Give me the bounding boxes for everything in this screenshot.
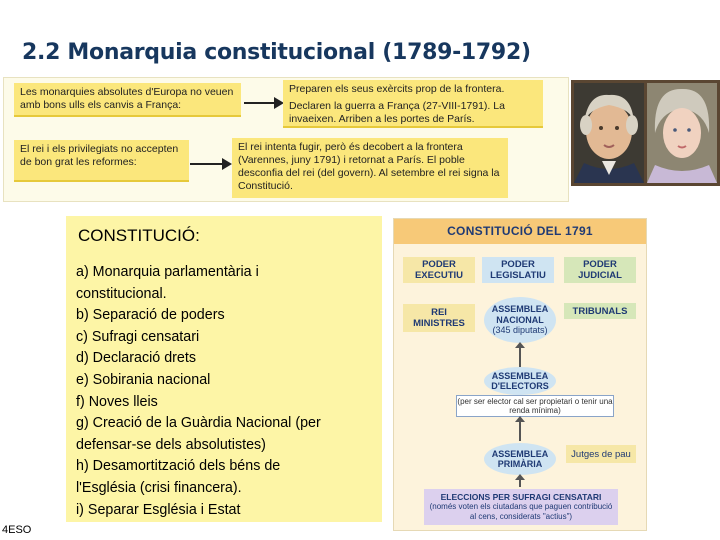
judicial-power-label: PODER xyxy=(583,259,617,270)
electors-note-text: (per ser elector cal ser propietari o tenir una renda mínima) xyxy=(457,396,613,415)
flow-diagram xyxy=(3,77,569,202)
list-item: a) Monarquia parlamentària i xyxy=(76,264,259,280)
constitution-1791-diagram xyxy=(393,218,647,531)
list-item: i) Separar Església i Estat xyxy=(76,501,241,518)
marie-antoinette-portrait xyxy=(647,83,717,183)
king-ministers-label: REI xyxy=(431,307,447,318)
absolute-monarchies-box xyxy=(14,83,241,117)
electors-note-box xyxy=(456,395,614,417)
list-item: c) Sufragi censatari xyxy=(76,328,200,345)
absolute-monarchies-text: Les monarquies absolutes d'Europa no veuen amb bons ulls els canvis a França: xyxy=(20,86,234,111)
course-label: 4ESO xyxy=(2,524,32,536)
primary-assembly-oval xyxy=(484,443,556,475)
varennes-box xyxy=(232,138,508,198)
judicial-power-label: JUDICIAL xyxy=(578,270,622,281)
legislative-power-label: PODER xyxy=(501,259,535,270)
louis-xvi-portrait xyxy=(574,83,644,183)
list-item: f) Noves lleis xyxy=(76,393,158,410)
arrow-icon xyxy=(244,102,282,104)
executive-power-label: EXECUTIU xyxy=(414,270,464,281)
national-assembly-seats: (345 diputats) xyxy=(492,325,548,336)
arrow-icon xyxy=(190,163,230,165)
war-box xyxy=(283,80,543,128)
king-ministers-box xyxy=(403,304,475,332)
executive-power-label: PODER xyxy=(422,259,456,270)
constitution-heading: CONSTITUCIÓ: xyxy=(78,226,200,245)
page-title: 2.2 Monarquia constitucional (1789-1792) xyxy=(22,40,531,65)
portraits-image xyxy=(571,80,720,186)
list-item: defensar-se dels absolutistes) xyxy=(76,436,266,453)
list-item: e) Sobirania nacional xyxy=(76,371,211,388)
census-suffrage-note: al cens, considerats "actius") xyxy=(469,512,573,521)
national-assembly-oval xyxy=(484,297,556,343)
executive-power-box xyxy=(403,257,475,283)
list-item: h) Desamortització dels béns de xyxy=(76,458,281,475)
arrow-up-icon xyxy=(519,345,521,367)
census-suffrage-note: (només voten els ciutadans que paguen contribució xyxy=(429,502,613,511)
electors-assembly-label: ASSEMBLEA xyxy=(491,370,549,381)
war-text-b: Declaren la guerra a França (27-VIII-1791). La invaeixen. Arriben a les portes de París. xyxy=(289,100,505,125)
king-ministers-label: MINISTRES xyxy=(413,318,465,329)
constitution-list xyxy=(76,262,376,521)
primary-assembly-label: ASSEMBLEA xyxy=(491,448,549,459)
constitution-panel xyxy=(66,216,382,522)
arrow-up-icon xyxy=(519,419,521,441)
electors-assembly-oval xyxy=(484,367,556,395)
tribunals-box xyxy=(564,303,636,319)
tribunals-label: TRIBUNALS xyxy=(572,305,628,317)
justices-of-peace-box xyxy=(566,445,636,463)
legislative-power-box xyxy=(482,257,554,283)
list-item: constitucional. xyxy=(76,285,167,302)
electors-assembly-label: D'ELECTORS xyxy=(491,381,549,391)
diagram-title: CONSTITUCIÓ DEL 1791 xyxy=(394,219,646,244)
list-item: b) Separació de poders xyxy=(76,307,225,324)
primary-assembly-label: PRIMÀRIA xyxy=(497,459,543,469)
judicial-power-box xyxy=(564,257,636,283)
national-assembly-label: NACIONAL xyxy=(496,314,544,325)
census-suffrage-title: ELECCIONS PER SUFRAGI CENSATARI xyxy=(440,492,602,502)
census-suffrage-box xyxy=(424,489,618,525)
king-privileged-text: El rei i els privilegiats no accepten de bon grat les reformes: xyxy=(20,143,179,168)
list-item: g) Creació de la Guàrdia Nacional (per xyxy=(76,415,321,432)
legislative-power-label: LEGISLATIU xyxy=(490,270,546,281)
king-privileged-box xyxy=(14,140,189,182)
war-text-a: Preparen els seus exèrcits prop de la frontera. xyxy=(289,83,505,95)
justices-of-peace-label: Jutges de pau xyxy=(571,448,631,460)
list-item: l'Església (crisi financera). xyxy=(76,479,242,496)
list-item: d) Declaració drets xyxy=(76,350,196,367)
arrow-up-icon xyxy=(519,477,521,487)
varennes-text: El rei intenta fugir, però és decobert a la frontera (Varennes, juny 1791) i retornat a París. El poble desconfia del rei (del govern). Al setembre el rei signa la Constitució. xyxy=(238,141,500,192)
national-assembly-label: ASSEMBLEA xyxy=(491,304,549,315)
